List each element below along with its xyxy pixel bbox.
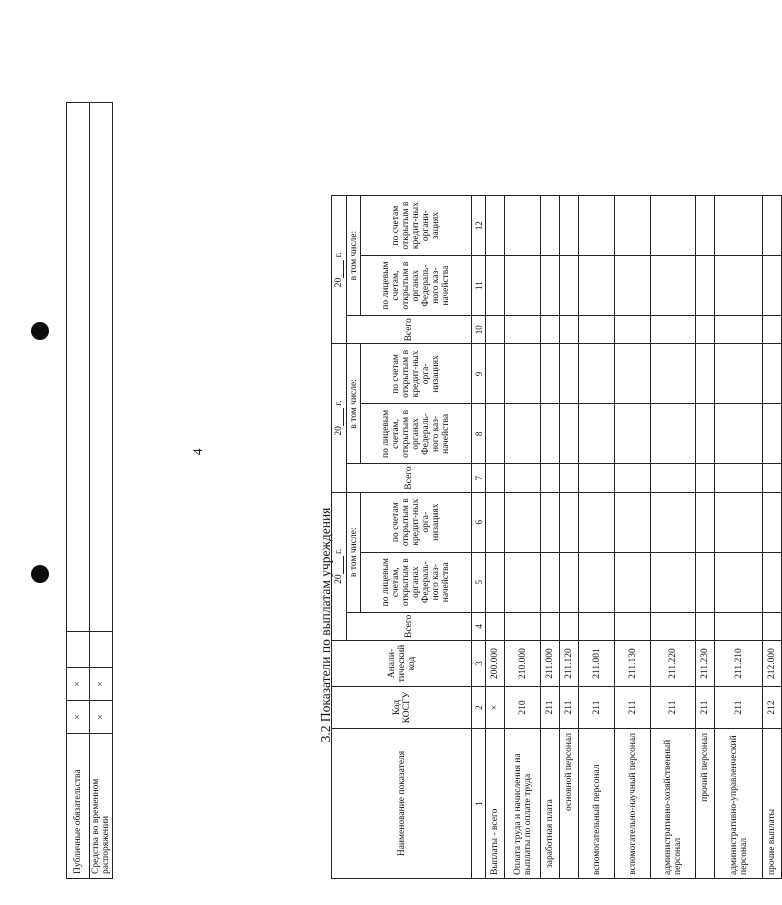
header-year-2	[332, 344, 347, 492]
table-row	[579, 196, 615, 879]
value-cell	[715, 316, 763, 344]
value-cell	[715, 404, 763, 464]
row-name: прочие выплаты	[763, 729, 782, 879]
year-suffix: г.	[334, 400, 344, 406]
value-cell	[763, 404, 782, 464]
value-cell	[486, 612, 505, 640]
value-cell	[615, 612, 651, 640]
value-cell	[615, 344, 651, 404]
table-row	[560, 196, 579, 879]
value-cell	[560, 316, 579, 344]
value-cell	[615, 552, 651, 612]
table-row	[763, 196, 782, 879]
value-cell	[651, 552, 696, 612]
cell	[67, 103, 90, 632]
value-cell	[763, 492, 782, 552]
value-cell	[715, 344, 763, 404]
column-number: 9	[472, 344, 486, 404]
value-cell	[696, 196, 715, 256]
row-name: вспомогательный персонал	[579, 729, 615, 879]
value-cell	[505, 316, 541, 344]
value-cell	[715, 196, 763, 256]
row-name: вспомогательно-научный персонал	[615, 729, 651, 879]
header-credit-org-accounts-2: по счетам открытым в кредит-ных орга-низациях	[361, 344, 472, 404]
column-number: 2	[472, 687, 486, 729]
header-including-1: в том числе:	[347, 492, 361, 612]
table-row	[696, 196, 715, 879]
header-kosgu: Код КОСГУ	[332, 687, 472, 729]
value-cell	[505, 552, 541, 612]
value-cell	[715, 256, 763, 316]
row-analytic-code: 211.001	[579, 641, 615, 687]
year-suffix: г.	[334, 252, 344, 258]
table-row	[486, 196, 505, 879]
value-cell	[763, 464, 782, 492]
column-number: 5	[472, 552, 486, 612]
row-kosgu: 211	[560, 687, 579, 729]
year-blank	[335, 408, 344, 426]
value-cell	[579, 492, 615, 552]
row-name: прочий персонал	[696, 729, 715, 879]
value-cell	[615, 316, 651, 344]
value-cell	[615, 464, 651, 492]
value-cell	[486, 344, 505, 404]
value-cell	[651, 316, 696, 344]
value-cell	[560, 344, 579, 404]
value-cell	[763, 256, 782, 316]
row-kosgu: 211	[715, 687, 763, 729]
header-name: Наименование показателя	[332, 729, 472, 879]
value-cell	[560, 196, 579, 256]
header-total-1: Всего	[347, 612, 472, 640]
table-row	[715, 196, 763, 879]
header-including-3: в том числе:	[347, 196, 361, 316]
value-cell	[505, 464, 541, 492]
year-prefix: 20	[334, 277, 344, 288]
value-cell	[505, 196, 541, 256]
value-cell	[505, 344, 541, 404]
value-cell	[560, 464, 579, 492]
header-credit-org-accounts-3: по счетам открытым в кредит-ных органи-зациях	[361, 196, 472, 256]
row-analytic-code: 211.210	[715, 641, 763, 687]
value-cell	[696, 344, 715, 404]
row-kosgu: ×	[486, 687, 505, 729]
header-treasury-accounts-2: по лицевым счетам, открытым в органах Федераль-ного каз-начейства	[361, 404, 472, 464]
value-cell	[651, 344, 696, 404]
value-cell	[763, 344, 782, 404]
value-cell	[696, 612, 715, 640]
row-analytic-code: 211.220	[651, 641, 696, 687]
value-cell	[505, 612, 541, 640]
row-analytic-code: 211.000	[541, 641, 560, 687]
value-cell	[696, 492, 715, 552]
value-cell	[715, 464, 763, 492]
value-cell	[486, 256, 505, 316]
header-total-2: Всего	[347, 464, 472, 492]
value-cell	[651, 492, 696, 552]
value-cell	[486, 196, 505, 256]
row-kosgu: 212	[763, 687, 782, 729]
row-analytic-code: 210.000	[505, 641, 541, 687]
value-cell	[763, 316, 782, 344]
value-cell	[696, 316, 715, 344]
value-cell	[541, 612, 560, 640]
cell: ×	[90, 668, 113, 701]
header-row	[332, 196, 347, 879]
value-cell	[505, 404, 541, 464]
value-cell	[560, 492, 579, 552]
value-cell	[715, 492, 763, 552]
row-kosgu: 211	[615, 687, 651, 729]
row-kosgu: 211	[651, 687, 696, 729]
row-analytic-code: 211.120	[560, 641, 579, 687]
column-number: 3	[472, 641, 486, 687]
header-including-2: в том числе:	[347, 344, 361, 464]
row-kosgu: 210	[505, 687, 541, 729]
table-row	[615, 196, 651, 879]
value-cell	[579, 464, 615, 492]
value-cell	[541, 344, 560, 404]
cell: ×	[67, 701, 90, 734]
value-cell	[486, 464, 505, 492]
header-credit-org-accounts-1: по счетам открытым в кредит-ных орга-низациях	[361, 492, 472, 552]
table-row	[541, 196, 560, 879]
value-cell	[615, 404, 651, 464]
value-cell	[696, 256, 715, 316]
row-label: Публичные обязательства	[67, 734, 90, 879]
value-cell	[541, 196, 560, 256]
value-cell	[560, 552, 579, 612]
row-name: заработная плата	[541, 729, 560, 879]
value-cell	[651, 256, 696, 316]
value-cell	[505, 492, 541, 552]
value-cell	[541, 404, 560, 464]
year-blank	[335, 556, 344, 574]
value-cell	[696, 404, 715, 464]
value-cell	[486, 552, 505, 612]
value-cell	[486, 404, 505, 464]
value-cell	[696, 464, 715, 492]
row-kosgu: 211	[696, 687, 715, 729]
column-number: 7	[472, 464, 486, 492]
row-name: Выплаты - всего	[486, 729, 505, 879]
row-name: Оплата труда и начисления на выплаты по оплате труда	[505, 729, 541, 879]
value-cell	[696, 552, 715, 612]
row-analytic-code: 211.130	[615, 641, 651, 687]
year-prefix: 20	[334, 426, 344, 436]
column-number: 1	[472, 729, 486, 879]
column-number: 6	[472, 492, 486, 552]
row-label: Средства во временном распоряжении	[90, 734, 113, 879]
top-partial-table	[66, 102, 113, 879]
table-row	[651, 196, 696, 879]
payments-table	[331, 195, 782, 879]
value-cell	[579, 256, 615, 316]
column-number: 12	[472, 196, 486, 256]
row-analytic-code: 200.000	[486, 641, 505, 687]
value-cell	[651, 404, 696, 464]
row-name: административно-управленческий персонал	[715, 729, 763, 879]
year-suffix: г.	[334, 548, 344, 555]
table-row	[505, 196, 541, 879]
header-total-3: Всего	[347, 316, 472, 344]
value-cell	[651, 196, 696, 256]
value-cell	[615, 196, 651, 256]
value-cell	[615, 256, 651, 316]
value-cell	[541, 552, 560, 612]
value-cell	[560, 404, 579, 464]
value-cell	[505, 256, 541, 316]
value-cell	[541, 256, 560, 316]
row-kosgu: 211	[541, 687, 560, 729]
value-cell	[763, 552, 782, 612]
table-body	[486, 196, 782, 879]
column-number: 10	[472, 316, 486, 344]
value-cell	[579, 344, 615, 404]
cell: ×	[67, 668, 90, 701]
value-cell	[579, 316, 615, 344]
value-cell	[541, 316, 560, 344]
value-cell	[486, 316, 505, 344]
value-cell	[763, 196, 782, 256]
row-name: административно-хозяйственный персонал	[651, 729, 696, 879]
header-analytic: Анали-тический код	[332, 641, 472, 687]
value-cell	[560, 612, 579, 640]
table-row	[67, 103, 90, 879]
column-number: 11	[472, 256, 486, 316]
value-cell	[715, 612, 763, 640]
row-name: основной персонал	[560, 729, 579, 879]
value-cell	[541, 464, 560, 492]
value-cell	[579, 196, 615, 256]
column-number-row	[472, 196, 486, 879]
row-kosgu: 211	[579, 687, 615, 729]
cell	[67, 632, 90, 668]
value-cell	[651, 464, 696, 492]
cell	[90, 103, 113, 632]
year-blank	[335, 260, 344, 278]
row-analytic-code: 212.000	[763, 641, 782, 687]
section-title: 3.2 Показатели по выплатам учреждения	[318, 507, 333, 743]
header-treasury-accounts-3: по лицевым счетам, открытым в органах Федераль-ного каз-начейства	[361, 256, 472, 316]
cell: ×	[90, 701, 113, 734]
value-cell	[560, 256, 579, 316]
page-number: 4	[190, 448, 205, 455]
value-cell	[579, 552, 615, 612]
column-number: 8	[472, 404, 486, 464]
column-number: 4	[472, 612, 486, 640]
value-cell	[541, 492, 560, 552]
cell	[90, 632, 113, 668]
value-cell	[615, 492, 651, 552]
value-cell	[579, 612, 615, 640]
header-year-1	[332, 492, 347, 640]
table-row	[90, 103, 113, 879]
value-cell	[763, 612, 782, 640]
value-cell	[715, 552, 763, 612]
value-cell	[651, 612, 696, 640]
value-cell	[486, 492, 505, 552]
header-year-3	[332, 196, 347, 344]
value-cell	[579, 404, 615, 464]
year-prefix: 20	[334, 574, 344, 584]
header-treasury-accounts-1: по лицевым счетам, открытым в органах Федераль-ного каз-начейства	[361, 552, 472, 612]
row-analytic-code: 211.230	[696, 641, 715, 687]
